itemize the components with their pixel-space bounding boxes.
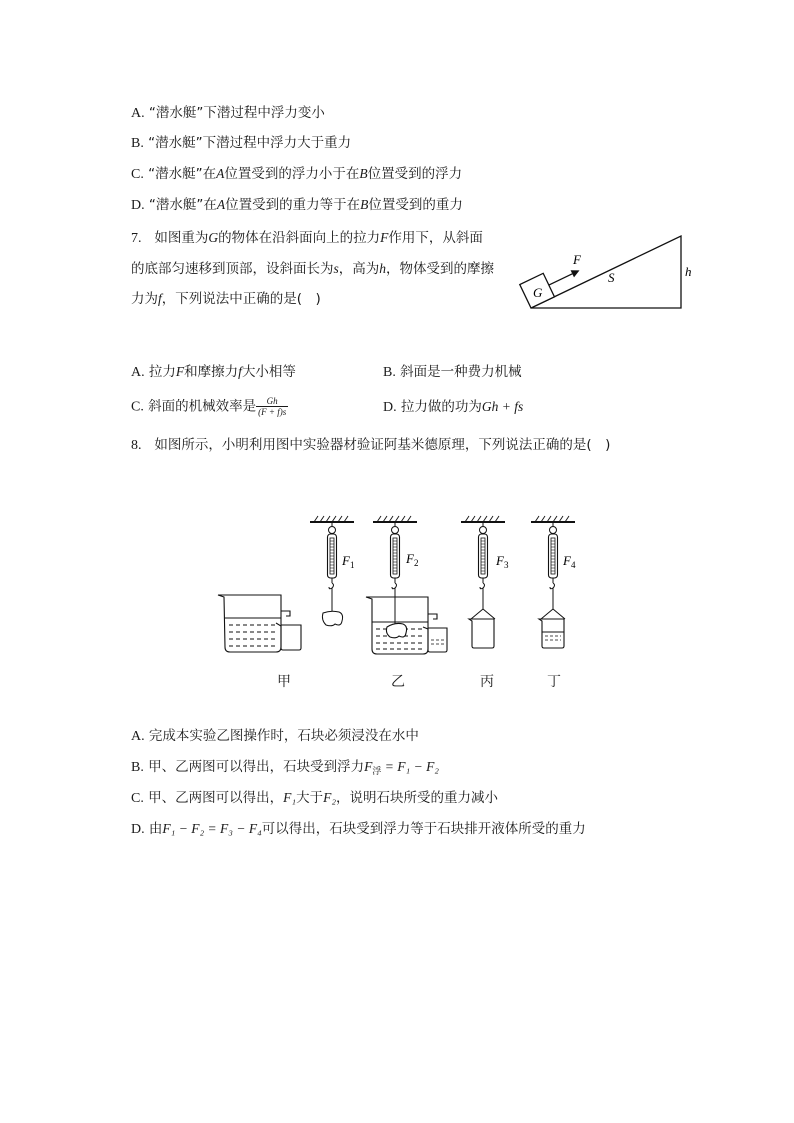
caption-jia: 甲 [277,674,291,690]
var-f-small: f [158,291,162,306]
stem-text: 的物体在沿斜面向上的拉力 [218,230,381,246]
option-label: D. [131,822,145,837]
option-label: D. [131,198,145,213]
stem-text: ，物体受到的摩擦 [386,261,495,277]
var-f1: F₁ [283,790,297,805]
q7-option-d [383,398,523,417]
option-text: “潜水艇”下潜过程中浮力大于重力 [148,135,352,151]
question-number: 8. [131,438,142,453]
q8-option-b [131,758,439,781]
buoyancy-symbol: F [364,759,373,774]
stem-text: 的底部匀速移到顶部，设斜面长为 [131,261,334,277]
option-text: 大小相等 [241,364,296,380]
buoyancy-expression: = F₁ − F₂ [381,759,440,774]
caption-bing: 丙 [480,674,494,690]
fraction-denominator: (F + f)s [258,407,287,417]
var-b: B [360,197,369,212]
q6-option-a [131,104,325,123]
var-f2: F₂ [323,790,337,805]
option-label: A. [131,729,145,744]
option-text: 拉力 [148,364,176,380]
var-b: B [359,166,368,181]
option-text: “潜水艇”在 [148,166,217,182]
q7-stem-line-1 [131,229,483,248]
option-text: 可以得出，石块受到浮力等于石块排开液体所受的重力 [261,821,586,837]
q7-option-c [131,396,288,417]
option-text: 完成本实验乙图操作时，石块必须浸没在水中 [148,728,419,744]
option-text: ，说明石块所受的重力减小 [336,790,499,806]
scale-label-f3: $F_3$ [496,553,509,570]
option-label: C. [131,399,144,415]
var-f: F [175,364,185,379]
option-text: 位置受到的浮力小于在 [224,166,360,182]
option-text: 甲、乙两图可以得出， [148,790,284,806]
option-label: C. [131,167,144,182]
q8-option-a [131,727,419,746]
option-text: 斜面是一种费力机械 [400,364,522,380]
q7-stem-line-2 [131,260,494,278]
var-g: G [208,230,219,245]
var-f: F [380,230,389,245]
option-text: 位置受到的浮力 [367,166,463,182]
q6-option-b [131,134,351,153]
force-equation: F₁ − F₂ = F₃ − F₄ [162,821,262,836]
overflow-beaker-jia [218,595,301,652]
option-label: A. [131,106,145,121]
height-label: h [685,264,692,279]
block-label: G [533,285,543,300]
option-text: “潜水艇”下潜过程中浮力变小 [148,105,325,121]
stem-text: ，下列说法中正确的是( ) [161,291,321,307]
scale-label-f4: $F_4$ [563,553,576,570]
efficiency-fraction [256,396,288,417]
option-text: 拉力做的功为 [400,399,482,415]
stem-text: 如图所示，小明利用图中实验器材验证阿基米德原理，下列说法正确的是( ) [154,437,611,453]
option-label: C. [131,791,144,806]
q7-option-b [383,363,522,382]
stem-text: ，高为 [338,261,380,277]
q8-option-c [131,789,498,808]
overflow-beaker-yi [366,597,447,654]
option-text: 和摩擦力 [184,364,239,380]
fraction-numerator: Gh [256,396,288,407]
stem-text: 作用下，从斜面 [388,230,483,246]
option-text: 位置受到的重力 [368,197,463,213]
q8-stem [131,436,610,455]
option-label: B. [131,760,144,775]
option-label: A. [131,365,145,380]
question-number: 7. [131,231,142,246]
var-s: s [333,261,339,276]
scale-label-f2: $F_2$ [406,551,419,568]
q6-option-d [131,196,463,215]
q7-stem-line-3 [131,290,321,308]
option-text: “潜水艇”在 [148,197,217,213]
buoyancy-subscript: 浮 [372,767,382,777]
option-label: B. [383,365,396,380]
stem-text: 如图重为 [154,230,209,246]
option-label: D. [383,400,397,415]
var-a: A [216,166,225,181]
caption-yi: 乙 [391,674,405,690]
q7-option-a [131,363,296,382]
option-text: 甲、乙两图可以得出，石块受到浮力 [148,759,365,775]
caption-ding: 丁 [547,674,561,690]
slope-label: S [608,270,615,285]
option-text: 位置受到的重力等于在 [225,197,361,213]
option-text: 由 [148,821,163,837]
option-text: 斜面的机械效率是 [148,398,257,415]
q6-option-c [131,165,462,184]
stem-text: 力为 [131,291,158,307]
var-h: h [379,261,387,276]
option-text: 大于 [296,790,324,806]
scale-label-f1: $F_1$ [342,553,355,570]
option-label: B. [131,136,144,151]
inclined-plane-figure [515,228,695,313]
var-a: A [216,197,226,212]
work-expression: Gh + fs [481,399,524,414]
q8-option-d [131,820,586,839]
var-f-small: f [238,364,242,379]
force-label: F [573,252,581,267]
archimedes-experiment-figure [210,515,600,665]
